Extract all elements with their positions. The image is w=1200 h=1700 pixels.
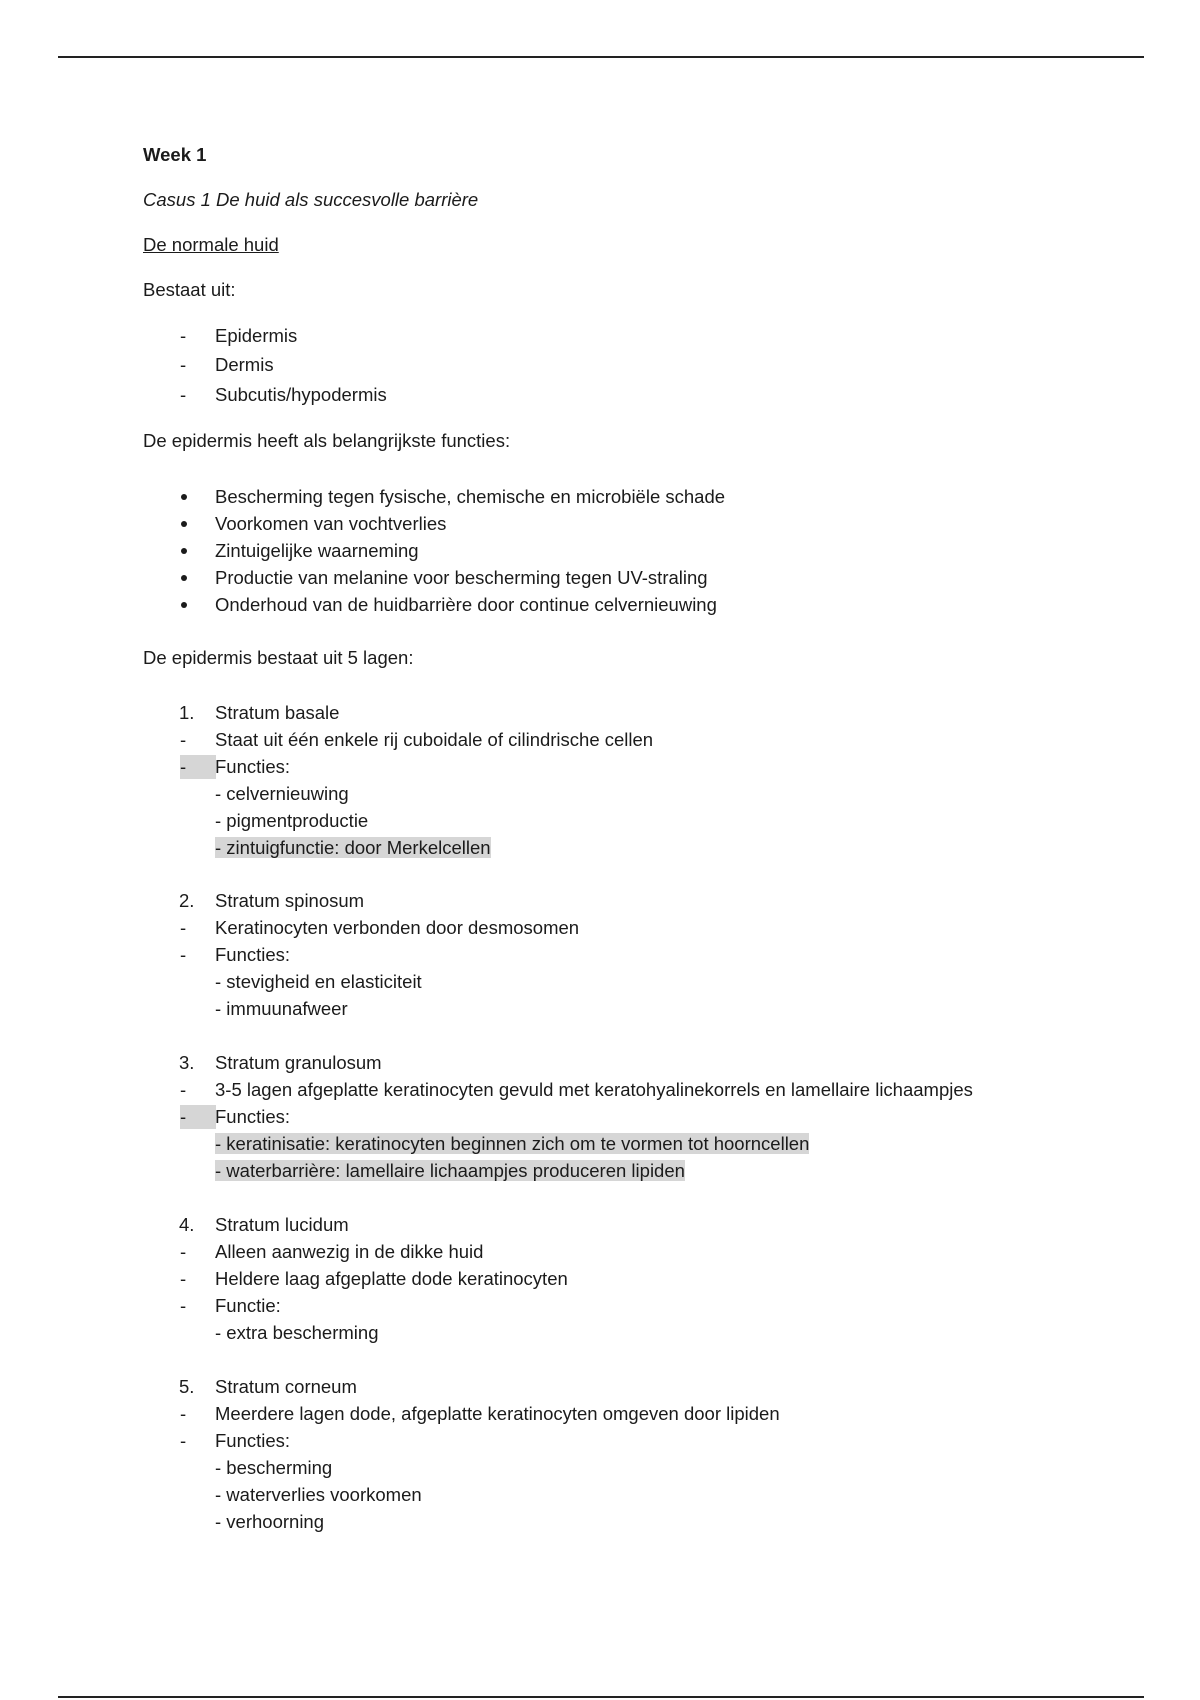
functions-intro: De epidermis heeft als belangrijkste functies: (143, 430, 511, 451)
bullet-icon (181, 494, 187, 500)
stratum-sub-item: - celvernieuwing (215, 783, 349, 804)
list-item-text: Subcutis/hypodermis (215, 384, 387, 405)
dash-marker: - (180, 917, 187, 938)
dash-marker: - (180, 1430, 187, 1451)
list-item-text: Bescherming tegen fysische, chemische en microbiële schade (215, 486, 726, 507)
stratum-sub-item: - stevigheid en elasticiteit (215, 971, 422, 992)
section-title: De normale huid (143, 234, 279, 255)
list-item-text: Epidermis (215, 325, 298, 346)
functions-label-text: Functies: (215, 1430, 291, 1451)
bullet-icon (181, 548, 187, 554)
stratum-number: 4. (179, 1214, 195, 1235)
list-item-text: Dermis (215, 354, 274, 375)
stratum-number: 1. (179, 702, 195, 723)
stratum-name: Stratum basale (215, 702, 340, 723)
stratum-desc-text: Heldere laag afgeplatte dode keratinocyten (215, 1268, 568, 1289)
dash-marker: - (180, 325, 187, 346)
stratum-desc-text: 3-5 lagen afgeplatte keratinocyten gevuld met keratohyalinekorrels en lamellaire lichaampjes (215, 1079, 973, 1100)
dash-marker: - (180, 1268, 187, 1289)
dash-marker: - (180, 384, 187, 405)
bullet-icon (181, 521, 187, 527)
functions-label-text: Functies: (215, 756, 291, 777)
dash-marker: - (180, 729, 187, 750)
dash-marker: - (180, 944, 187, 965)
top-rule (58, 56, 1144, 58)
intro-text: Bestaat uit: (143, 279, 236, 300)
list-item-text: Productie van melanine voor bescherming tegen UV-straling (215, 567, 708, 588)
strata-intro: De epidermis bestaat uit 5 lagen: (143, 647, 414, 668)
stratum-desc-text: Meerdere lagen dode, afgeplatte keratinocyten omgeven door lipiden (215, 1403, 780, 1424)
dash-marker: - (180, 1105, 210, 1129)
stratum-sub-item: - verhoorning (215, 1511, 325, 1532)
dash-marker: - (180, 755, 210, 779)
functions-label-text: Functies: (215, 944, 291, 965)
bullet-icon (181, 575, 187, 581)
stratum-number: 5. (179, 1376, 195, 1397)
stratum-sub-item: - waterverlies voorkomen (215, 1484, 422, 1505)
list-item-text: Onderhoud van de huidbarrière door continue celvernieuwing (215, 594, 717, 615)
dash-marker: - (180, 1241, 187, 1262)
stratum-name: Stratum granulosum (215, 1052, 382, 1073)
stratum-sub-item: - zintuigfunctie: door Merkelcellen (215, 837, 491, 858)
stratum-desc-text: Alleen aanwezig in de dikke huid (215, 1241, 484, 1262)
stratum-sub-item: - pigmentproductie (215, 810, 369, 831)
bottom-rule (58, 1696, 1144, 1698)
functions-label-text: Functies: (215, 1106, 291, 1127)
stratum-name: Stratum lucidum (215, 1214, 349, 1235)
casus-title: Casus 1 De huid als succesvolle barrière (143, 189, 479, 210)
stratum-number: 2. (179, 890, 195, 911)
stratum-name: Stratum corneum (215, 1376, 357, 1397)
stratum-desc-text: Keratinocyten verbonden door desmosomen (215, 917, 580, 938)
dash-marker: - (180, 1403, 187, 1424)
functions-label-text: Functie: (215, 1295, 281, 1316)
list-item-text: Voorkomen van vochtverlies (215, 513, 447, 534)
stratum-sub-item: - keratinisatie: keratinocyten beginnen zich om te vormen tot hoorncellen (215, 1133, 810, 1154)
dash-marker: - (180, 354, 187, 375)
bullet-icon (181, 602, 187, 608)
stratum-number: 3. (179, 1052, 195, 1073)
stratum-sub-item: - extra bescherming (215, 1322, 379, 1343)
list-item-text: Zintuigelijke waarneming (215, 540, 419, 561)
stratum-desc-text: Staat uit één enkele rij cuboidale of cilindrische cellen (215, 729, 654, 750)
stratum-sub-item: - immuunafweer (215, 998, 348, 1019)
week-heading: Week 1 (143, 144, 207, 165)
stratum-sub-item: - waterbarrière: lamellaire lichaampjes produceren lipiden (215, 1160, 685, 1181)
stratum-name: Stratum spinosum (215, 890, 365, 911)
dash-marker: - (180, 1079, 187, 1100)
stratum-sub-item: - bescherming (215, 1457, 333, 1478)
dash-marker: - (180, 1295, 187, 1316)
